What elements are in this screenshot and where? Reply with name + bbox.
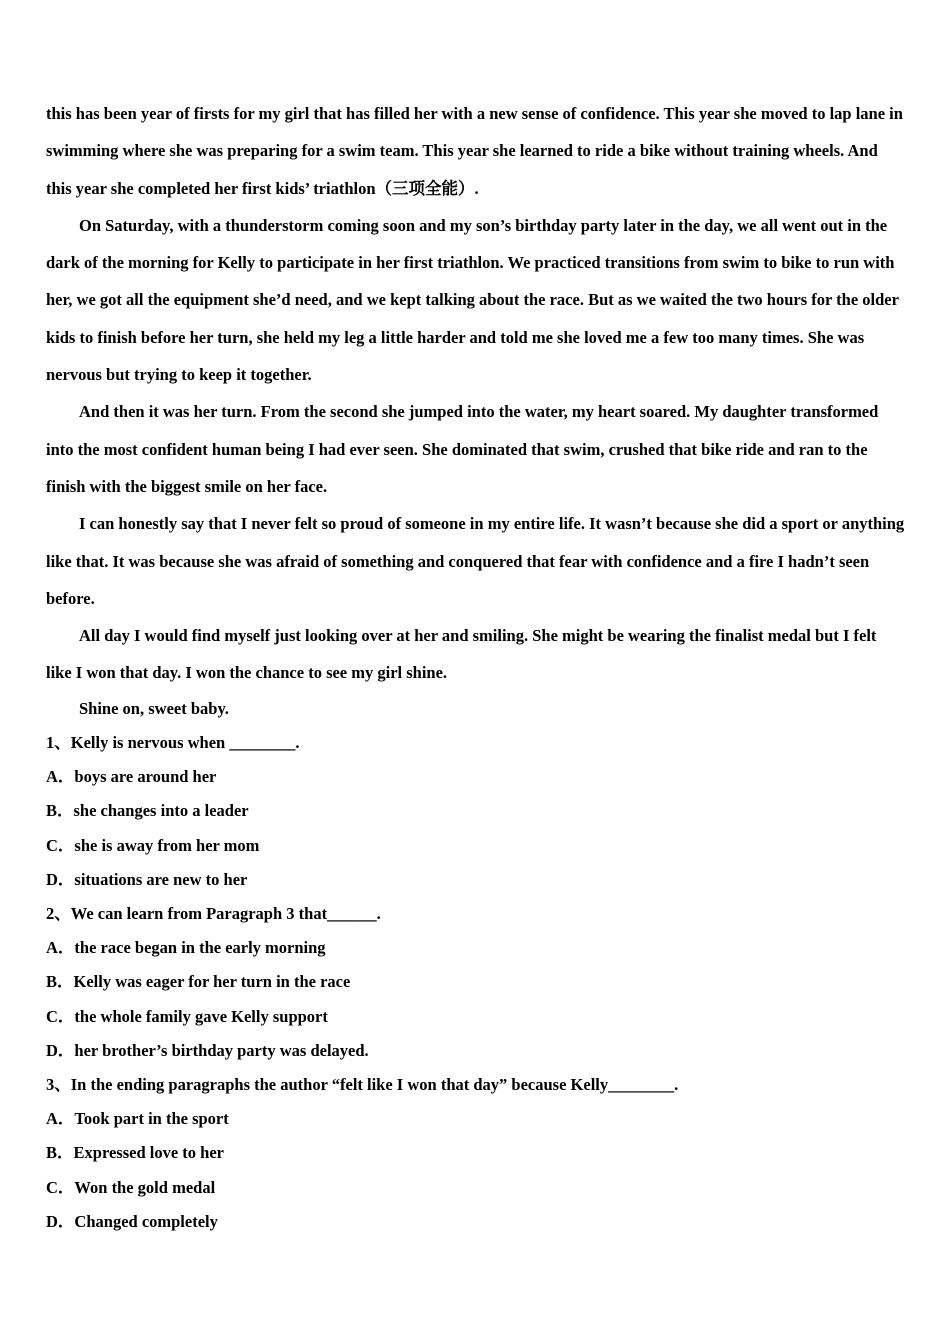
option-letter: B．: [46, 801, 74, 821]
option-letter: D．: [46, 1211, 75, 1231]
question-block-2: [46, 897, 906, 1068]
option-letter: A．: [46, 938, 75, 958]
option-letter: A．: [46, 767, 75, 787]
option-text: the whole family gave Kelly support: [74, 1006, 328, 1026]
passage-paragraph-2: On Saturday, with a thunderstorm coming soon and my son’s birthday party later in the day, we all went out in the dark of the morning for Kelly to participate in her first triathlon. We practiced transitions from swim to bike to run with her, we got all the equipment she’d need, and we kept talking about the race. But as we waited the two hours for the older kids to finish before her turn, she held my leg a little harder and told me she loved me a few too many times. She was nervous but trying to keep it together.: [46, 215, 899, 385]
question-block-3: [46, 1068, 906, 1239]
option-c[interactable]: [46, 1171, 906, 1205]
option-letter: C．: [46, 1006, 75, 1026]
option-text: situations are new to her: [74, 869, 248, 889]
option-a[interactable]: [46, 760, 906, 794]
option-letter: B．: [46, 972, 74, 992]
option-d[interactable]: [46, 1034, 906, 1068]
reading-passage: [46, 95, 906, 726]
document-page: [46, 95, 906, 1239]
passage-paragraph-5: All day I would find myself just looking over at her and smiling. She might be wearing the finalist medal but I felt like I won that day. I won the chance to see my girl shine.: [46, 626, 877, 683]
option-letter: B．: [46, 1143, 74, 1163]
question-stem: 2、We can learn from Paragraph 3 that______.: [46, 903, 381, 923]
option-c[interactable]: [46, 1000, 906, 1034]
option-text: Took part in the sport: [74, 1109, 229, 1129]
option-text: she is away from her mom: [74, 835, 260, 855]
passage-closing-line: Shine on, sweet baby.: [79, 698, 229, 718]
option-b[interactable]: [46, 1136, 906, 1170]
option-a[interactable]: [46, 1102, 906, 1136]
option-letter: A．: [46, 1109, 75, 1129]
option-letter: D．: [46, 869, 75, 889]
option-d[interactable]: [46, 863, 906, 897]
option-text: the race began in the early morning: [74, 938, 326, 958]
option-c[interactable]: [46, 829, 906, 863]
option-text: Kelly was eager for her turn in the race: [73, 972, 351, 992]
passage-paragraph-1: this has been year of firsts for my girl that has filled her with a new sense of confidence. This year she moved to lap lane in swimming where she was preparing for a swim team. This year she learned to ride a bike without training wheels. And this year she completed her first kids’ triathlon（三项全能）.: [46, 104, 903, 198]
option-text: boys are around her: [74, 767, 217, 787]
question-stem: 1、Kelly is nervous when ________.: [46, 732, 300, 752]
option-text: Won the gold medal: [74, 1177, 216, 1197]
passage-paragraph-3: And then it was her turn. From the second she jumped into the water, my heart soared. My daughter transformed into the most confident human being I had ever seen. She dominated that swim, crushed that bike ride and ran to the finish with the biggest smile on her face.: [46, 402, 879, 496]
option-b[interactable]: [46, 794, 906, 828]
option-letter: C．: [46, 835, 75, 855]
question-block-1: [46, 726, 906, 897]
option-d[interactable]: [46, 1205, 906, 1239]
option-letter: C．: [46, 1177, 75, 1197]
option-text: she changes into a leader: [73, 801, 249, 821]
option-text: her brother’s birthday party was delayed.: [74, 1040, 369, 1060]
option-a[interactable]: [46, 931, 906, 965]
option-b[interactable]: [46, 965, 906, 999]
option-letter: D．: [46, 1040, 75, 1060]
question-stem: 3、In the ending paragraphs the author “felt like I won that day” because Kelly________.: [46, 1074, 679, 1094]
option-text: Expressed love to her: [73, 1143, 224, 1163]
option-text: Changed completely: [74, 1211, 218, 1231]
passage-paragraph-4: I can honestly say that I never felt so proud of someone in my entire life. It wasn’t because she did a sport or anything like that. It was because she was afraid of something and conquered that fear with confidence and a fire I hadn’t seen before.: [46, 514, 905, 608]
